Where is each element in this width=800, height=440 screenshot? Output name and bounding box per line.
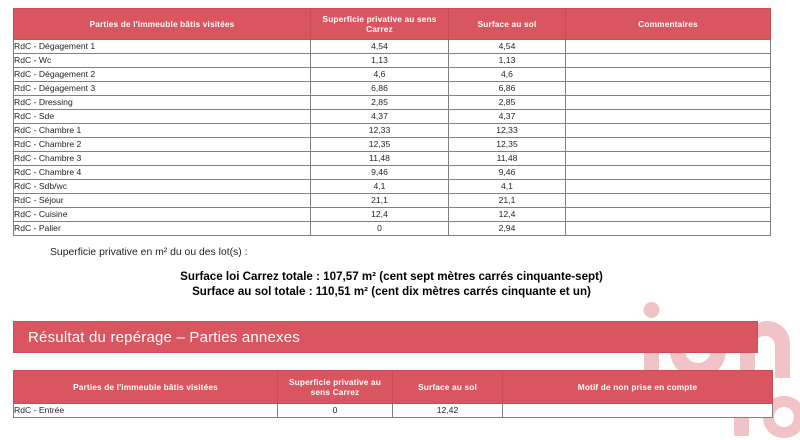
column-header-commentaires: Commentaires bbox=[566, 9, 771, 40]
table-row bbox=[14, 180, 771, 194]
cell-room-name: RdC - Palier bbox=[14, 222, 311, 236]
cell-comment bbox=[566, 96, 771, 110]
table-header-row bbox=[14, 9, 771, 40]
cell-surface-sol: 4,6 bbox=[449, 68, 566, 82]
cell-room-name: RdC - Sdb/wc bbox=[14, 180, 311, 194]
table-row bbox=[14, 194, 771, 208]
table-row bbox=[14, 110, 771, 124]
cell-comment bbox=[566, 138, 771, 152]
cell-carrez: 1,13 bbox=[311, 54, 449, 68]
total-carrez-line: Surface loi Carrez totale : 107,57 m² (cent sept mètres carrés cinquante-sept) bbox=[180, 270, 603, 284]
cell-surface-sol: 12,42 bbox=[393, 404, 503, 418]
cell-comment bbox=[566, 82, 771, 96]
main-table-body bbox=[14, 40, 771, 236]
table-row bbox=[14, 152, 771, 166]
cell-room-name: RdC - Cuisine bbox=[14, 208, 311, 222]
table-row bbox=[14, 166, 771, 180]
cell-carrez: 11,48 bbox=[311, 152, 449, 166]
cell-comment bbox=[566, 54, 771, 68]
cell-comment bbox=[566, 110, 771, 124]
cell-carrez: 9,46 bbox=[311, 166, 449, 180]
cell-surface-sol: 12,4 bbox=[449, 208, 566, 222]
annex-surfaces-table bbox=[13, 370, 773, 418]
column-header-motif: Motif de non prise en compte bbox=[503, 371, 773, 404]
totals-block bbox=[13, 246, 770, 300]
cell-comment bbox=[566, 68, 771, 82]
annex-section-banner bbox=[13, 321, 758, 353]
cell-room-name: RdC - Sde bbox=[14, 110, 311, 124]
cell-carrez: 12,4 bbox=[311, 208, 449, 222]
cell-surface-sol: 9,46 bbox=[449, 166, 566, 180]
cell-surface-sol: 1,13 bbox=[449, 54, 566, 68]
cell-surface-sol: 6,86 bbox=[449, 82, 566, 96]
cell-room-name: RdC - Chambre 2 bbox=[14, 138, 311, 152]
cell-carrez: 2,85 bbox=[311, 96, 449, 110]
cell-surface-sol: 21,1 bbox=[449, 194, 566, 208]
table-row bbox=[14, 208, 771, 222]
cell-motif bbox=[503, 404, 773, 418]
cell-carrez: 4,1 bbox=[311, 180, 449, 194]
table-row bbox=[14, 68, 771, 82]
cell-room-name: RdC - Dégagement 2 bbox=[14, 68, 311, 82]
cell-carrez: 6,86 bbox=[311, 82, 449, 96]
cell-room-name: RdC - Dégagement 3 bbox=[14, 82, 311, 96]
cell-comment bbox=[566, 124, 771, 138]
annex-table-body bbox=[14, 404, 773, 418]
annex-section-title: Résultat du repérage – Parties annexes bbox=[28, 328, 300, 346]
cell-room-name: RdC - Chambre 4 bbox=[14, 166, 311, 180]
table-row bbox=[14, 82, 771, 96]
table-row bbox=[14, 54, 771, 68]
cell-carrez: 4,37 bbox=[311, 110, 449, 124]
annex-table-header-row bbox=[14, 371, 773, 404]
cell-surface-sol: 2,94 bbox=[449, 222, 566, 236]
cell-surface-sol: 2,85 bbox=[449, 96, 566, 110]
totals-lines bbox=[13, 269, 770, 300]
table-row bbox=[14, 96, 771, 110]
cell-surface-sol: 4,1 bbox=[449, 180, 566, 194]
column-header-parties: Parties de l'immeuble bâtis visitées bbox=[14, 9, 311, 40]
table-row bbox=[14, 222, 771, 236]
cell-comment bbox=[566, 166, 771, 180]
cell-carrez: 4,6 bbox=[311, 68, 449, 82]
column-header-superficie-carrez: Superficie privative au sens Carrez bbox=[278, 371, 393, 404]
cell-room-name: RdC - Entrée bbox=[14, 404, 278, 418]
column-header-surface-sol: Surface au sol bbox=[449, 9, 566, 40]
table-row bbox=[14, 40, 771, 54]
cell-comment bbox=[566, 208, 771, 222]
column-header-superficie-carrez: Superficie privative au sens Carrez bbox=[311, 9, 449, 40]
cell-carrez: 21,1 bbox=[311, 194, 449, 208]
main-surfaces-table bbox=[13, 8, 771, 236]
table-row bbox=[14, 124, 771, 138]
cell-room-name: RdC - Chambre 1 bbox=[14, 124, 311, 138]
cell-room-name: RdC - Dégagement 1 bbox=[14, 40, 311, 54]
cell-carrez: 12,33 bbox=[311, 124, 449, 138]
cell-room-name: RdC - Dressing bbox=[14, 96, 311, 110]
cell-surface-sol: 12,35 bbox=[449, 138, 566, 152]
table-row bbox=[14, 138, 771, 152]
table-row bbox=[14, 404, 773, 418]
cell-comment bbox=[566, 180, 771, 194]
column-header-parties: Parties de l'immeuble bâtis visitées bbox=[14, 371, 278, 404]
cell-surface-sol: 4,54 bbox=[449, 40, 566, 54]
cell-room-name: RdC - Séjour bbox=[14, 194, 311, 208]
cell-carrez: 4,54 bbox=[311, 40, 449, 54]
cell-carrez: 12,35 bbox=[311, 138, 449, 152]
cell-carrez: 0 bbox=[311, 222, 449, 236]
column-header-surface-sol: Surface au sol bbox=[393, 371, 503, 404]
cell-surface-sol: 11,48 bbox=[449, 152, 566, 166]
cell-surface-sol: 12,33 bbox=[449, 124, 566, 138]
cell-comment bbox=[566, 152, 771, 166]
cell-carrez: 0 bbox=[278, 404, 393, 418]
cell-room-name: RdC - Wc bbox=[14, 54, 311, 68]
cell-room-name: RdC - Chambre 3 bbox=[14, 152, 311, 166]
cell-comment bbox=[566, 40, 771, 54]
cell-comment bbox=[566, 194, 771, 208]
cell-surface-sol: 4,37 bbox=[449, 110, 566, 124]
total-sol-line: Surface au sol totale : 110,51 m² (cent dix mètres carrés cinquante et un) bbox=[192, 285, 591, 299]
totals-lead-text: Superficie privative en m² du ou des lot(s) : bbox=[50, 247, 248, 258]
cell-comment bbox=[566, 222, 771, 236]
